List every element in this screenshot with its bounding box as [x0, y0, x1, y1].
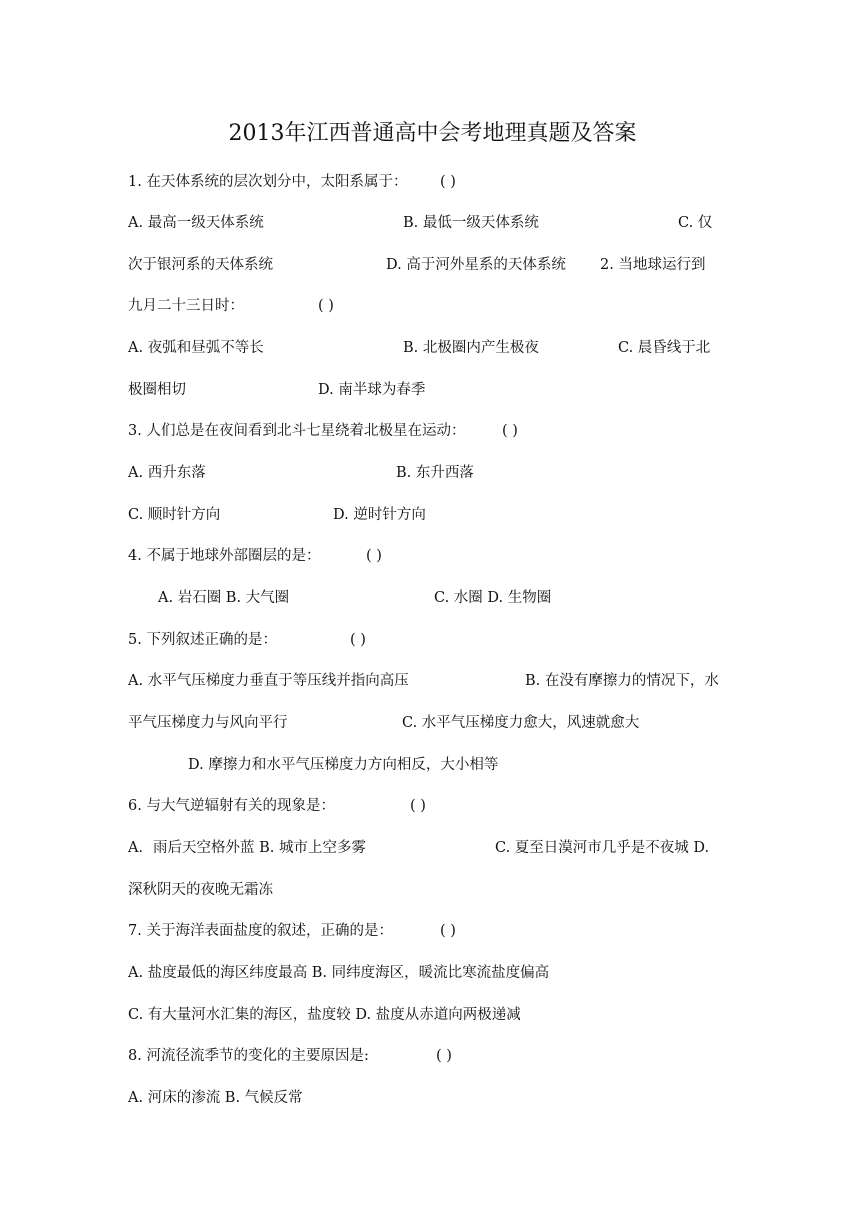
q3-stem: 3. 人们总是在夜间看到北斗七星绕着北极星在运动：: [128, 423, 466, 439]
q2-option-b: B. 北极圈内产生极夜: [403, 340, 539, 356]
q2-stem-part1: 2. 当地球运行到: [600, 257, 706, 273]
q2-option-c-part2: 极圈相切: [128, 382, 186, 398]
q5-option-b-part2: 平气压梯度力与风向平行: [128, 715, 288, 731]
q7-stem: 7. 关于海洋表面盐度的叙述，正确的是：: [128, 923, 393, 939]
q6-option-d-part2: 深秋阴天的夜晚无霜冻: [128, 882, 273, 898]
document-title: 2013年江西普通高中会考地理真题及答案: [228, 121, 637, 146]
q1-option-c-part1: C. 仅: [678, 215, 713, 231]
q2-option-d: D. 南半球为春季: [318, 382, 426, 398]
q2-stem-part2: 九月二十三日时：: [128, 298, 244, 314]
q8-stem: 8. 河流径流季节的变化的主要原因是:: [128, 1048, 369, 1064]
q3-answer-blank: ( ): [502, 423, 518, 439]
q5-stem: 5. 下列叙述正确的是：: [128, 632, 277, 648]
q6-answer-blank: ( ): [410, 798, 426, 814]
q3-option-d: D. 逆时针方向: [333, 507, 426, 523]
q5-option-c: C. 水平气压梯度力愈大，风速就愈大: [402, 715, 640, 731]
q6-options-cd: C. 夏至日漠河市几乎是不夜城 D.: [495, 840, 710, 856]
q3-option-b: B. 东升西落: [396, 465, 474, 481]
q4-stem: 4. 不属于地球外部圈层的是：: [128, 548, 321, 564]
q1-option-b: B. 最低一级天体系统: [403, 215, 539, 231]
q7-options-cd: C. 有大量河水汇集的海区，盐度较 D. 盐度从赤道向两极递减: [128, 1007, 521, 1023]
q2-option-c-part1: C. 晨昏线于北: [618, 340, 711, 356]
q5-option-b-part1: B. 在没有摩擦力的情况下，水: [525, 673, 719, 689]
q7-options-ab: A. 盐度最低的海区纬度最高 B. 同纬度海区，暖流比寒流盐度偏高: [128, 965, 550, 981]
q2-option-a: A. 夜弧和昼弧不等长: [128, 340, 264, 356]
q2-answer-blank: ( ): [318, 298, 334, 314]
q3-option-c: C. 顺时针方向: [128, 507, 221, 523]
q5-option-a: A. 水平气压梯度力垂直于等压线并指向高压: [128, 673, 409, 689]
q8-options-ab: A. 河床的渗流 B. 气候反常: [128, 1090, 303, 1106]
q1-option-d: D. 高于河外星系的天体系统: [386, 257, 566, 273]
q6-options-ab: A．雨后天空格外蓝 B. 城市上空多雾: [128, 840, 366, 856]
q5-answer-blank: ( ): [350, 632, 366, 648]
q1-answer-blank: ( ): [440, 174, 456, 190]
q4-options-cd: C. 水圈 D. 生物圈: [434, 590, 552, 606]
q7-answer-blank: ( ): [440, 923, 456, 939]
q3-option-a: A. 西升东落: [128, 465, 206, 481]
q1-option-a: A. 最高一级天体系统: [128, 215, 264, 231]
q6-stem: 6. 与大气逆辐射有关的现象是：: [128, 798, 335, 814]
q1-stem: 1. 在天体系统的层次划分中，太阳系属于：: [128, 174, 408, 190]
q1-option-c-part2: 次于银河系的天体系统: [128, 257, 273, 273]
q8-answer-blank: ( ): [436, 1048, 452, 1064]
q4-options-ab: A. 岩石圈 B. 大气圈: [158, 590, 290, 606]
q4-answer-blank: ( ): [366, 548, 382, 564]
q5-option-d: D. 摩擦力和水平气压梯度力方向相反，大小相等: [188, 757, 499, 773]
